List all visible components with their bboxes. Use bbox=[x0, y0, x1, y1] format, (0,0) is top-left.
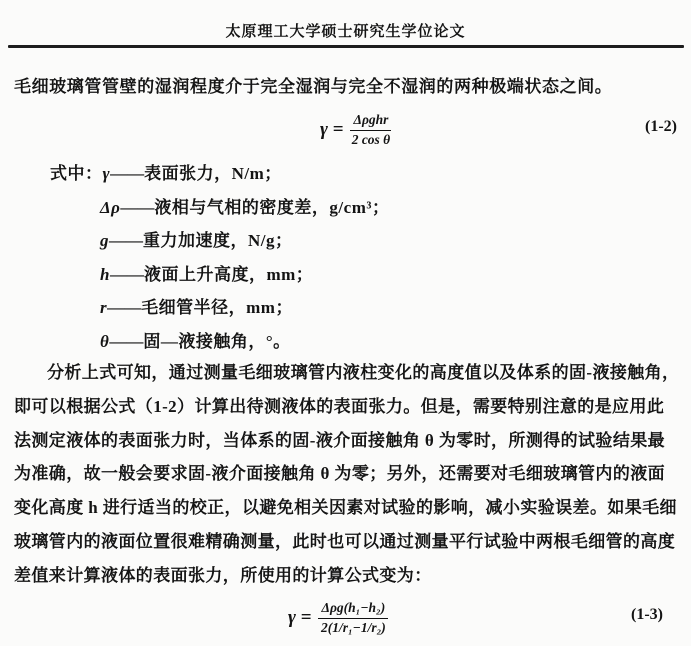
equation-fraction bbox=[350, 112, 391, 147]
definition-dash: —— bbox=[107, 298, 142, 318]
paragraph-line: 法测定液体的表面张力时，当体系的固-液介面接触角 θ 为零时，所测得的试验结果最 bbox=[14, 430, 666, 450]
definition-dash: —— bbox=[109, 331, 144, 351]
equation-number: (1-2) bbox=[645, 118, 677, 135]
equation-1-2 bbox=[0, 108, 691, 152]
fraction-denominator: 2 cos θ bbox=[351, 131, 391, 147]
fraction-denominator: 2(1/r₁−1/r₂) bbox=[320, 619, 386, 635]
paragraph-line: 分析上式可知，通过测量毛细玻璃管内液柱变化的高度值以及体系的固-液接触角， bbox=[47, 363, 680, 382]
definition-description: 液相与气相的密度差，g/cm³； bbox=[154, 197, 390, 217]
definition-item bbox=[0, 325, 691, 359]
paragraph-line: 即可以根据公式（1-2）计算出待测液体的表面张力。但是，需要特别注意的是应用此 bbox=[14, 396, 665, 416]
definition-item bbox=[0, 258, 691, 292]
paragraph-line: 为准确，故一般会要求固-液介面接触角 θ 为零；另外，还需要对毛细玻璃管内的液面 bbox=[14, 464, 666, 484]
definition-symbol: r bbox=[100, 298, 108, 318]
definition-item bbox=[0, 291, 691, 325]
page-header-title: 太原理工大学硕士研究生学位论文 bbox=[225, 24, 466, 40]
definition-item bbox=[0, 191, 691, 225]
definition-symbol: θ bbox=[100, 331, 110, 351]
equation-1-3 bbox=[0, 596, 691, 640]
equation-lhs: γ = bbox=[320, 119, 344, 140]
equation-body bbox=[288, 596, 388, 640]
equation-body bbox=[320, 108, 391, 152]
fraction-numerator: Δρg(h₁−h₂) bbox=[318, 600, 388, 618]
equation-fraction bbox=[318, 600, 388, 635]
definition-description: 毛细管半径，mm； bbox=[141, 298, 293, 318]
paragraph-line: 变化高度 h 进行适当的校正，以避免相关因素对试验的影响，减小实验误差。如果毛细 bbox=[14, 498, 677, 518]
symbol-definitions bbox=[0, 157, 691, 359]
paragraph-line: 差值来计算液体的表面张力，所使用的计算公式变为： bbox=[14, 565, 432, 585]
paragraph-line: 玻璃管内的液面位置很难精确测量，此时也可以通过测量平行试验中两根毛细管的高度 bbox=[14, 531, 676, 551]
definition-dash: —— bbox=[109, 231, 143, 251]
definition-symbol: g bbox=[100, 231, 109, 251]
definition-description: 表面张力，N/m； bbox=[144, 164, 282, 183]
definition-symbol: Δρ bbox=[100, 197, 121, 217]
intro-paragraph: 毛细玻璃管管壁的湿润程度介于完全湿润与完全不湿润的两种极端状态之间。 bbox=[14, 77, 613, 96]
definition-item bbox=[0, 224, 691, 258]
definition-item bbox=[0, 157, 691, 191]
definitions-intro: 式中： bbox=[50, 164, 103, 183]
definition-description: 液面上升高度，mm； bbox=[143, 264, 314, 284]
definition-dash: —— bbox=[110, 164, 145, 183]
definition-symbol: h bbox=[100, 264, 110, 284]
definition-description: 重力加速度，N/g； bbox=[143, 231, 293, 251]
equation-lhs: γ = bbox=[288, 607, 312, 628]
equation-number: (1-3) bbox=[631, 606, 663, 623]
body-paragraph bbox=[14, 356, 681, 593]
definition-symbol: γ bbox=[102, 164, 111, 183]
definition-description: 固—液接触角，°。 bbox=[143, 331, 291, 351]
header-rule bbox=[8, 45, 684, 48]
definition-dash: —— bbox=[120, 197, 155, 217]
definition-dash: —— bbox=[109, 264, 144, 284]
fraction-numerator: Δρghr bbox=[350, 112, 391, 130]
